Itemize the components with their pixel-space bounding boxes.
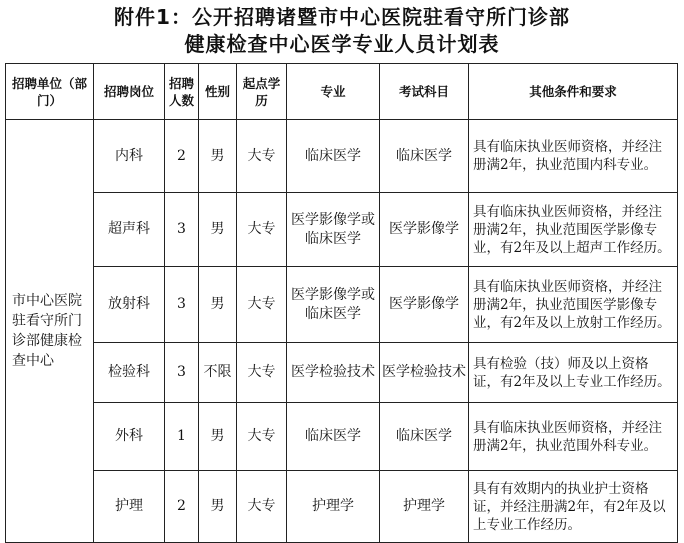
count-cell: 2: [165, 120, 199, 193]
requirements-cell: 具有检验（技）师及以上资格证，有2年及以上专业工作经历。: [469, 343, 678, 403]
header-major: 专业: [287, 64, 380, 120]
education-cell: 大专: [237, 120, 287, 193]
requirements-cell: 具有临床执业医师资格，并经注册满2年，执业范围医学影像专业，有2年及以上超声工作经历。: [469, 193, 678, 267]
header-post: 招聘岗位: [94, 64, 165, 120]
count-cell: 1: [165, 403, 199, 471]
gender-cell: 不限: [199, 343, 237, 403]
exam-cell: 医学影像学: [380, 267, 469, 343]
document-title-line1: 附件1：公开招聘诸暨市中心医院驻看守所门诊部: [114, 5, 570, 29]
header-exam: 考试科目: [380, 64, 469, 120]
major-cell: 临床医学: [287, 120, 380, 193]
major-cell: 医学影像学或临床医学: [287, 193, 380, 267]
education-cell: 大专: [237, 471, 287, 543]
exam-cell: 护理学: [380, 471, 469, 543]
table-header-row: [6, 64, 678, 120]
post-cell: 超声科: [94, 193, 165, 267]
table-row: [6, 120, 678, 193]
post-cell: 外科: [94, 403, 165, 471]
header-gender: 性别: [199, 64, 237, 120]
gender-cell: 男: [199, 193, 237, 267]
gender-cell: 男: [199, 403, 237, 471]
table-row: [6, 343, 678, 403]
major-cell: 护理学: [287, 471, 380, 543]
count-cell: 3: [165, 193, 199, 267]
gender-cell: 男: [199, 471, 237, 543]
requirements-cell: 具有临床执业医师资格，并经注册满2年，执业范围医学影像专业，有2年及以上放射工作经历。: [469, 267, 678, 343]
requirements-cell: 具有临床执业医师资格，并经注册满2年，执业范围外科专业。: [469, 403, 678, 471]
count-cell: 3: [165, 267, 199, 343]
education-cell: 大专: [237, 403, 287, 471]
exam-cell: 医学影像学: [380, 193, 469, 267]
requirements-cell: 具有有效期内的执业护士资格证，并经注册满2年，有2年及以上专业工作经历。: [469, 471, 678, 543]
post-cell: 检验科: [94, 343, 165, 403]
count-cell: 2: [165, 471, 199, 543]
header-requirements: 其他条件和要求: [469, 64, 678, 120]
education-cell: 大专: [237, 267, 287, 343]
exam-cell: 临床医学: [380, 120, 469, 193]
post-cell: 内科: [94, 120, 165, 193]
recruitment-plan-table: [5, 63, 678, 543]
unit-name-cell: 市中心医院驻看守所门诊部健康检查中心: [6, 120, 94, 543]
major-cell: 临床医学: [287, 403, 380, 471]
major-cell: 医学影像学或临床医学: [287, 267, 380, 343]
gender-cell: 男: [199, 120, 237, 193]
header-unit: 招聘单位（部门）: [6, 64, 94, 120]
table-row: [6, 403, 678, 471]
major-cell: 医学检验技术: [287, 343, 380, 403]
post-cell: 放射科: [94, 267, 165, 343]
exam-cell: 医学检验技术: [380, 343, 469, 403]
post-cell: 护理: [94, 471, 165, 543]
document-title-line2: 健康检查中心医学专业人员计划表: [184, 32, 500, 56]
count-cell: 3: [165, 343, 199, 403]
requirements-cell: 具有临床执业医师资格，并经注册满2年，执业范围内科专业。: [469, 120, 678, 193]
exam-cell: 临床医学: [380, 403, 469, 471]
education-cell: 大专: [237, 193, 287, 267]
education-cell: 大专: [237, 343, 287, 403]
table-row: [6, 471, 678, 543]
table-row: [6, 267, 678, 343]
table-row: [6, 193, 678, 267]
header-count: 招聘人数: [165, 64, 199, 120]
gender-cell: 男: [199, 267, 237, 343]
header-education: 起点学历: [237, 64, 287, 120]
